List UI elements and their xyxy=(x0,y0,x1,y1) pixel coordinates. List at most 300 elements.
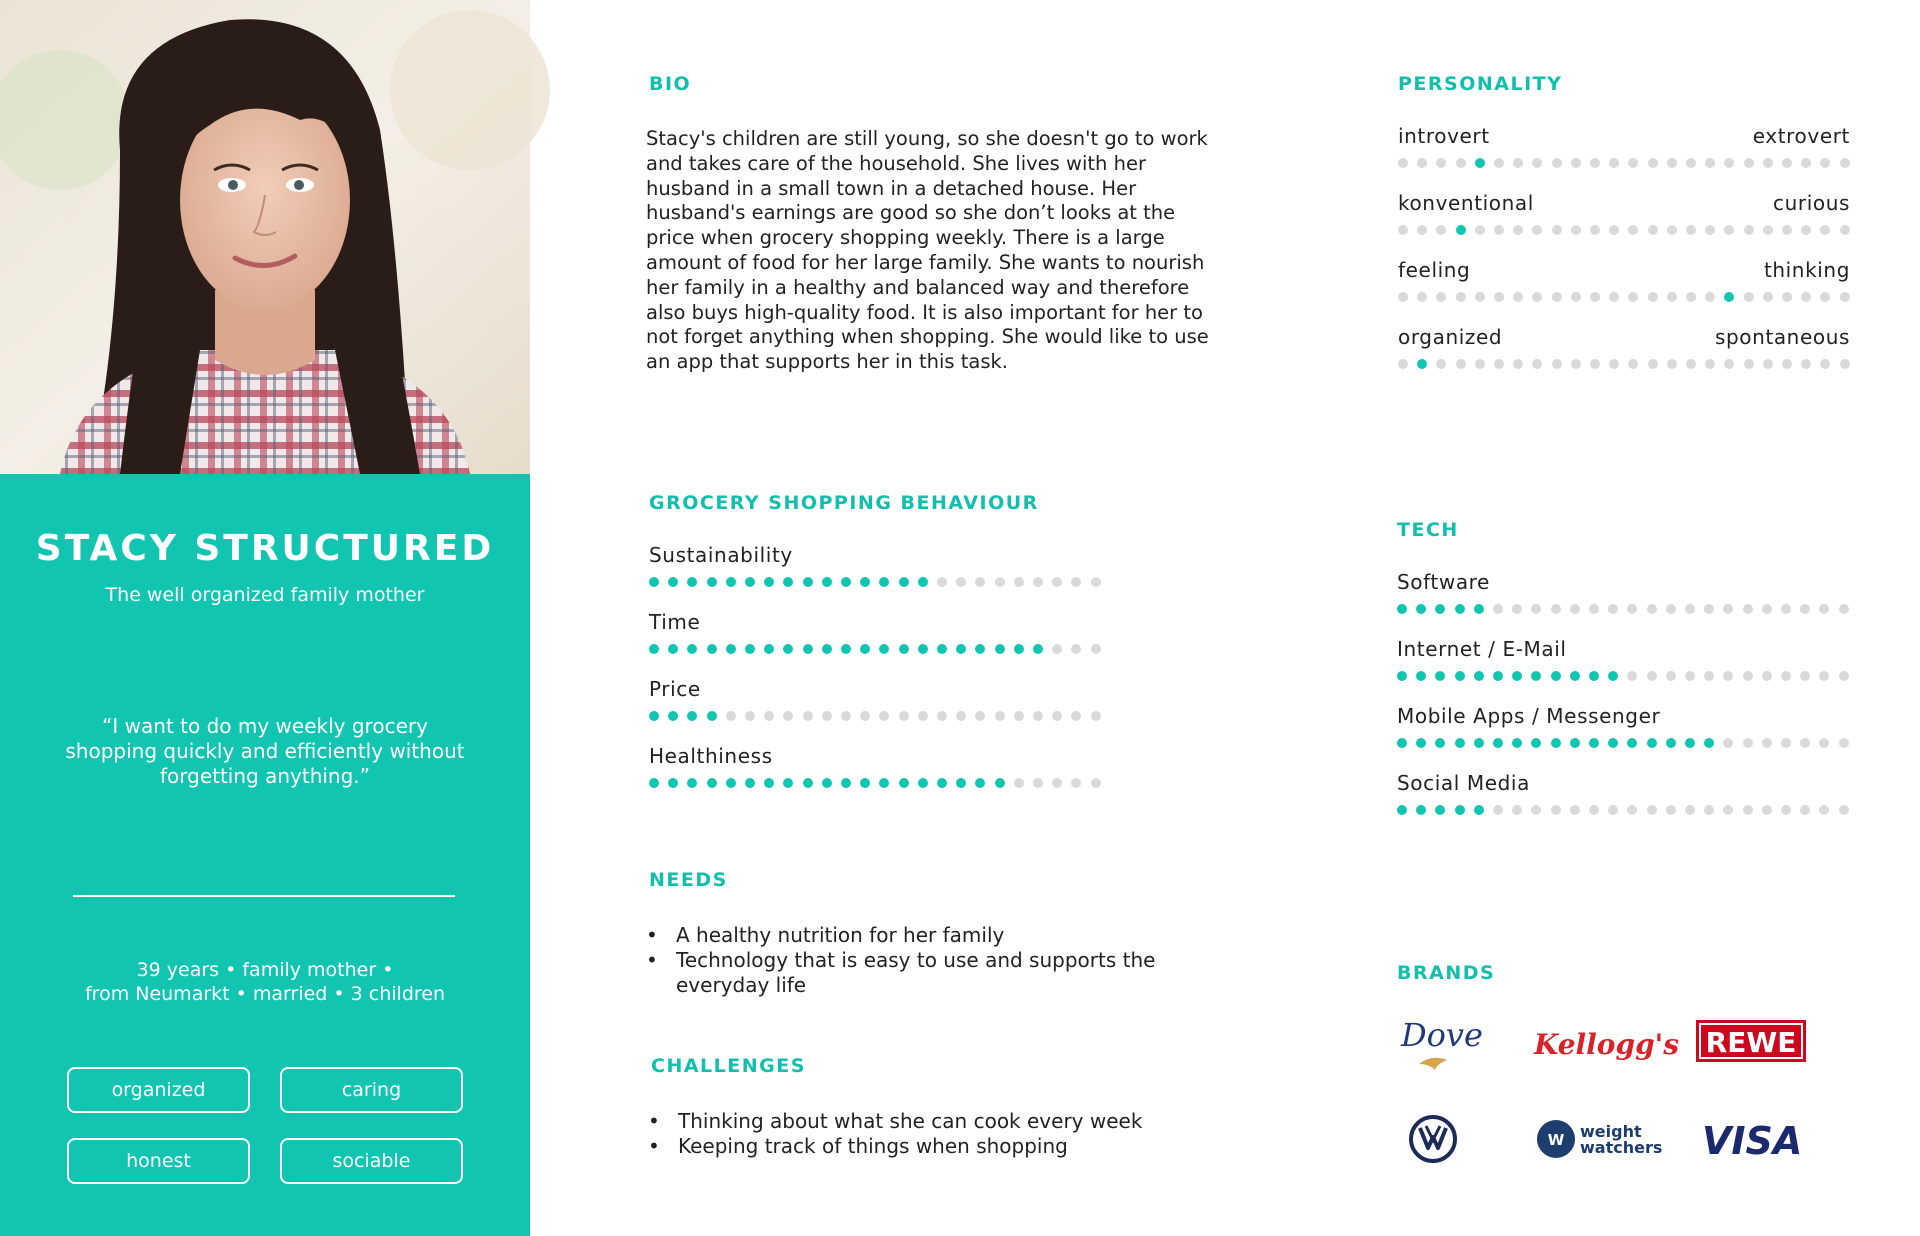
rating-dot-empty xyxy=(1456,158,1466,168)
rating-dot-filled xyxy=(860,644,870,654)
rating-dot-filled xyxy=(687,577,697,587)
rating-dot-empty xyxy=(1648,292,1658,302)
rating-dot-empty xyxy=(956,711,966,721)
rating-dot-empty xyxy=(1744,359,1754,369)
rating-dot-empty xyxy=(1552,359,1562,369)
dove-logo xyxy=(1397,1012,1487,1086)
rating-dot-empty xyxy=(1590,225,1600,235)
facts-line: 39 years • family mother • xyxy=(136,959,394,981)
rating-dot-filled xyxy=(783,644,793,654)
rating-dot-filled xyxy=(1608,738,1618,748)
rating-dot-empty xyxy=(1801,359,1811,369)
rating-dot-empty xyxy=(1570,604,1580,614)
rating-dot-filled xyxy=(726,577,736,587)
rating-dot-empty xyxy=(1475,359,1485,369)
rating-dot-empty xyxy=(1820,359,1830,369)
rating-dot-filled xyxy=(1531,738,1541,748)
rating-dot-empty xyxy=(1723,671,1733,681)
rating-dot-filled xyxy=(803,577,813,587)
persona-facts xyxy=(40,958,490,1006)
rating-dot-empty xyxy=(1781,604,1791,614)
visa-logo xyxy=(1698,1118,1808,1166)
rating-dot-filled xyxy=(937,778,947,788)
rating-dot-empty xyxy=(1532,225,1542,235)
rating-dot-empty xyxy=(1839,738,1849,748)
rating-dot-empty xyxy=(975,577,985,587)
rating-dot-empty xyxy=(1724,225,1734,235)
trait-tag: organized xyxy=(67,1067,250,1113)
rating-dot-empty xyxy=(1667,225,1677,235)
rating-dot-filled xyxy=(1435,738,1445,748)
rating-dot-filled xyxy=(1033,644,1043,654)
rating-dot-empty xyxy=(1704,671,1714,681)
rating-dot-filled xyxy=(975,778,985,788)
rating-dot-empty xyxy=(1551,604,1561,614)
rating-dot-filled xyxy=(707,711,717,721)
rating-dot-empty xyxy=(1552,158,1562,168)
rating-dot-empty xyxy=(1532,158,1542,168)
persona-quote: “I want to do my weekly grocery shopping quickly and efficiently without forgetting anything.” xyxy=(65,714,465,788)
rating-dot-empty xyxy=(1609,359,1619,369)
rating-dot-empty xyxy=(1052,778,1062,788)
rating-dot-empty xyxy=(1820,225,1830,235)
rating-dot-empty xyxy=(726,711,736,721)
rewe-logo xyxy=(1696,1020,1806,1066)
rating-dot-empty xyxy=(1091,644,1101,654)
trait-tag: sociable xyxy=(280,1138,463,1184)
rating-dot-filled xyxy=(1647,738,1657,748)
rating-dot-empty xyxy=(1723,604,1733,614)
rating-dot-empty xyxy=(1531,604,1541,614)
rating-dot-filled xyxy=(707,644,717,654)
rating-dot-filled xyxy=(803,644,813,654)
rating-dot-empty xyxy=(1723,805,1733,815)
rating-dot-empty xyxy=(1782,359,1792,369)
rating-dot-empty xyxy=(1762,738,1772,748)
rating-label: Software xyxy=(1397,570,1490,594)
rating-dot-empty xyxy=(918,711,928,721)
rating-dot-filled xyxy=(918,644,928,654)
rating-dot-filled xyxy=(1493,738,1503,748)
rating-dot-filled xyxy=(745,644,755,654)
rating-dot-filled xyxy=(726,644,736,654)
rating-dot-empty xyxy=(1627,805,1637,815)
rating-dot-empty xyxy=(1686,359,1696,369)
rating-dot-empty xyxy=(1819,671,1829,681)
brands-heading: BRANDS xyxy=(1397,962,1496,984)
scale-left-label: konventional xyxy=(1398,191,1534,215)
rating-dot-empty xyxy=(1512,604,1522,614)
rating-dot-empty xyxy=(1513,158,1523,168)
rating-label: Healthiness xyxy=(649,744,773,768)
rating-dot-filled xyxy=(1627,738,1637,748)
rating-dot-empty xyxy=(1052,711,1062,721)
rating-dot-empty xyxy=(745,711,755,721)
rating-dot-empty xyxy=(1666,604,1676,614)
rating-dot-empty xyxy=(1801,292,1811,302)
rating-dot-filled xyxy=(1435,671,1445,681)
rating-dot-filled xyxy=(668,644,678,654)
rating-dot-empty xyxy=(1052,644,1062,654)
rating-dot-empty xyxy=(1398,359,1408,369)
rating-dot-empty xyxy=(1417,158,1427,168)
rating-dot-empty xyxy=(1493,604,1503,614)
rating-dot-filled xyxy=(1474,738,1484,748)
rating-dot-empty xyxy=(1091,711,1101,721)
svg-text:Kellogg's: Kellogg's xyxy=(1534,1028,1679,1061)
rating-dot-empty xyxy=(1494,292,1504,302)
rating-dot-empty xyxy=(1724,359,1734,369)
rating-dot-empty xyxy=(1551,805,1561,815)
rating-dot-empty xyxy=(1666,671,1676,681)
rating-dot-empty xyxy=(1589,805,1599,815)
rating-dot-empty xyxy=(1705,158,1715,168)
rating-dot-empty xyxy=(1839,805,1849,815)
rating-dot-filled xyxy=(687,778,697,788)
rating-dot-empty xyxy=(1417,292,1427,302)
rating-dot-empty xyxy=(1648,359,1658,369)
scale-left-label: organized xyxy=(1398,325,1503,349)
rating-dot-filled xyxy=(649,644,659,654)
rating-dot-empty xyxy=(1763,292,1773,302)
rating-dot-empty xyxy=(1033,577,1043,587)
rating-dot-empty xyxy=(1647,805,1657,815)
bio-text: Stacy's children are still young, so she doesn't go to work and takes care of the household. She lives with her husband in a small town in a detached house. Her husband's earnings are good so she don’t looks at the price when grocery shopping weekly. There is a large amount of food for her large family. She wants to nourish her family in a healthy and balanced way and therefore also buys high-quality food. It is also important for her to not forget anything when shopping. She would like to use an app that supports her in this task. xyxy=(646,127,1209,374)
rating-dot-empty xyxy=(1552,225,1562,235)
rating-dot-empty xyxy=(1590,292,1600,302)
rating-dot-empty xyxy=(1705,292,1715,302)
rating-dot-empty xyxy=(1398,158,1408,168)
grocery-heading: GROCERY SHOPPING BEHAVIOUR xyxy=(649,492,1039,514)
trait-tag: caring xyxy=(280,1067,463,1113)
rating-dot-empty xyxy=(1782,292,1792,302)
rating-dot-filled xyxy=(1435,805,1445,815)
tech-heading: TECH xyxy=(1397,519,1459,541)
rating-dot-empty xyxy=(1512,805,1522,815)
rating-dot-filled xyxy=(1455,604,1465,614)
rating-dot-empty xyxy=(937,711,947,721)
rating-dot-empty xyxy=(1840,292,1850,302)
rating-label: Price xyxy=(649,677,701,701)
rating-dot-empty xyxy=(899,711,909,721)
rating-dot-filled xyxy=(1014,644,1024,654)
rating-dot-empty xyxy=(1839,604,1849,614)
rating-dot-empty xyxy=(975,711,985,721)
rating-dot-filled xyxy=(1608,671,1618,681)
rating-dot-filled xyxy=(1704,738,1714,748)
rating-dot-empty xyxy=(1014,577,1024,587)
rating-dot-empty xyxy=(1819,738,1829,748)
rating-dot-empty xyxy=(1608,604,1618,614)
rating-dot-empty xyxy=(1628,158,1638,168)
rating-dot-empty xyxy=(1724,158,1734,168)
rating-dot-filled xyxy=(879,577,889,587)
persona-sidebar xyxy=(0,0,530,1236)
personality-heading: PERSONALITY xyxy=(1398,73,1563,95)
rating-dot-empty xyxy=(822,711,832,721)
rating-dot-filled xyxy=(687,644,697,654)
rating-dot-filled xyxy=(937,644,947,654)
rating-dot-empty xyxy=(1685,604,1695,614)
rating-dot-filled xyxy=(899,577,909,587)
rating-dot-empty xyxy=(1532,359,1542,369)
rating-dot-empty xyxy=(1763,359,1773,369)
rating-dot-empty xyxy=(1800,805,1810,815)
rating-dot-filled xyxy=(822,577,832,587)
rating-dot-filled xyxy=(1570,671,1580,681)
rating-dot-filled xyxy=(918,577,928,587)
rating-dot-empty xyxy=(1648,225,1658,235)
rating-label: Sustainability xyxy=(649,543,793,567)
rating-dot-filled xyxy=(764,778,774,788)
rating-dot-empty xyxy=(1704,805,1714,815)
rating-dot-empty xyxy=(1494,158,1504,168)
rating-dot-empty xyxy=(1839,671,1849,681)
rating-dot-filled xyxy=(1493,671,1503,681)
rating-dot-empty xyxy=(1475,292,1485,302)
rating-dot-empty xyxy=(1571,158,1581,168)
rating-label: Social Media xyxy=(1397,771,1530,795)
rating-dot-empty xyxy=(1071,711,1081,721)
rating-dot-filled xyxy=(1512,671,1522,681)
rating-dot-empty xyxy=(1800,738,1810,748)
rating-dot-filled xyxy=(1435,604,1445,614)
rating-dot-empty xyxy=(1091,778,1101,788)
needs-list xyxy=(646,923,1206,998)
rating-dot-empty xyxy=(995,711,1005,721)
rating-dot-filled xyxy=(649,711,659,721)
scale-right-label: thinking xyxy=(1763,258,1850,282)
rating-dot-empty xyxy=(1494,359,1504,369)
rating-dot-filled xyxy=(1474,671,1484,681)
rating-dot-empty xyxy=(1801,225,1811,235)
rating-dot-empty xyxy=(1436,359,1446,369)
rating-dot-empty xyxy=(1513,225,1523,235)
rating-dot-empty xyxy=(1723,738,1733,748)
rating-dot-empty xyxy=(1782,158,1792,168)
rating-dot-empty xyxy=(1762,805,1772,815)
rating-dot-empty xyxy=(1456,359,1466,369)
rating-dot-filled xyxy=(1417,359,1427,369)
weight-watchers-logo xyxy=(1536,1116,1663,1166)
rating-dot-empty xyxy=(1744,225,1754,235)
rating-dot-empty xyxy=(1704,604,1714,614)
rating-dot-filled xyxy=(1475,158,1485,168)
rating-dot-empty xyxy=(1398,225,1408,235)
svg-text:watchers: watchers xyxy=(1580,1138,1663,1157)
scale-left-label: feeling xyxy=(1398,258,1471,282)
rating-dot-filled xyxy=(1474,805,1484,815)
rating-dot-empty xyxy=(1819,604,1829,614)
svg-text:REWE: REWE xyxy=(1705,1026,1797,1059)
scale-left-label: introvert xyxy=(1398,124,1490,148)
rating-dot-filled xyxy=(803,778,813,788)
list-item: • Thinking about what she can cook every week xyxy=(648,1109,1248,1134)
rating-dot-empty xyxy=(1685,805,1695,815)
rating-label: Internet / E-Mail xyxy=(1397,637,1567,661)
persona-summary-panel xyxy=(0,474,530,1236)
rating-dot-empty xyxy=(1686,158,1696,168)
rating-dot-empty xyxy=(1071,778,1081,788)
rating-dot-filled xyxy=(783,778,793,788)
scale-right-label: curious xyxy=(1773,191,1850,215)
list-item: • Keeping track of things when shopping xyxy=(648,1134,1248,1159)
rating-dot-filled xyxy=(707,577,717,587)
rating-dot-filled xyxy=(879,644,889,654)
rating-dot-filled xyxy=(1397,604,1407,614)
rating-dot-filled xyxy=(1416,738,1426,748)
trait-tag: honest xyxy=(67,1138,250,1184)
rating-dot-filled xyxy=(764,644,774,654)
rating-dot-filled xyxy=(995,778,1005,788)
rating-dot-empty xyxy=(1781,738,1791,748)
rating-dot-empty xyxy=(1840,225,1850,235)
rating-dot-empty xyxy=(1033,778,1043,788)
rating-dot-empty xyxy=(1686,225,1696,235)
rating-dot-empty xyxy=(1762,671,1772,681)
rating-label: Mobile Apps / Messenger xyxy=(1397,704,1661,728)
rating-dot-empty xyxy=(1590,158,1600,168)
rating-dot-filled xyxy=(1397,805,1407,815)
rating-dot-filled xyxy=(1570,738,1580,748)
rating-dot-filled xyxy=(822,778,832,788)
persona-name: STACY STRUCTURED xyxy=(35,528,495,569)
persona-photo xyxy=(0,0,530,474)
rating-dot-empty xyxy=(1781,805,1791,815)
rating-dot-empty xyxy=(995,577,1005,587)
rating-dot-filled xyxy=(649,577,659,587)
rating-dot-filled xyxy=(899,778,909,788)
rating-dot-empty xyxy=(1647,604,1657,614)
svg-text:VISA: VISA xyxy=(1702,1119,1803,1163)
list-item: • A healthy nutrition for her family xyxy=(646,923,1206,948)
rating-dot-empty xyxy=(1436,225,1446,235)
rating-dot-empty xyxy=(1647,671,1657,681)
rating-dot-empty xyxy=(1456,292,1466,302)
rating-dot-filled xyxy=(745,778,755,788)
rating-dot-empty xyxy=(1071,644,1081,654)
rating-dot-empty xyxy=(1570,805,1580,815)
rating-dot-filled xyxy=(1512,738,1522,748)
challenges-heading: CHALLENGES xyxy=(651,1055,806,1077)
rating-dot-filled xyxy=(841,577,851,587)
rating-dot-empty xyxy=(1628,225,1638,235)
rating-label: Time xyxy=(649,610,701,634)
rating-dot-empty xyxy=(1800,671,1810,681)
rating-dot-empty xyxy=(783,711,793,721)
rating-dot-filled xyxy=(1685,738,1695,748)
rating-dot-empty xyxy=(1667,292,1677,302)
rating-dot-empty xyxy=(1800,604,1810,614)
rating-dot-empty xyxy=(1091,577,1101,587)
rating-dot-empty xyxy=(1014,778,1024,788)
challenges-list xyxy=(648,1109,1248,1159)
rating-dot-empty xyxy=(1648,158,1658,168)
rating-dot-empty xyxy=(1819,805,1829,815)
rating-dot-filled xyxy=(822,644,832,654)
rating-dot-filled xyxy=(1589,738,1599,748)
rating-dot-empty xyxy=(937,577,947,587)
rating-dot-empty xyxy=(1033,711,1043,721)
rating-dot-empty xyxy=(1628,359,1638,369)
bio-heading: BIO xyxy=(649,73,692,95)
rating-dot-empty xyxy=(956,577,966,587)
divider xyxy=(73,895,455,897)
rating-dot-filled xyxy=(1397,738,1407,748)
rating-dot-filled xyxy=(1589,671,1599,681)
rating-dot-empty xyxy=(1744,158,1754,168)
rating-dot-filled xyxy=(1455,671,1465,681)
rating-dot-empty xyxy=(1820,158,1830,168)
rating-dot-filled xyxy=(1455,805,1465,815)
rating-dot-filled xyxy=(668,778,678,788)
rating-dot-empty xyxy=(1590,359,1600,369)
rating-dot-empty xyxy=(1743,604,1753,614)
rating-dot-empty xyxy=(1840,359,1850,369)
needs-heading: NEEDS xyxy=(649,869,728,891)
rating-dot-filled xyxy=(995,644,1005,654)
rating-dot-filled xyxy=(668,711,678,721)
rating-dot-empty xyxy=(1571,292,1581,302)
rating-dot-filled xyxy=(1456,225,1466,235)
rating-dot-filled xyxy=(1474,604,1484,614)
rating-dot-empty xyxy=(1494,225,1504,235)
rating-dot-empty xyxy=(1436,292,1446,302)
rating-dot-filled xyxy=(860,577,870,587)
rating-dot-filled xyxy=(687,711,697,721)
rating-dot-empty xyxy=(1493,805,1503,815)
rating-dot-empty xyxy=(879,711,889,721)
rating-dot-empty xyxy=(1552,292,1562,302)
rating-dot-filled xyxy=(649,778,659,788)
rating-dot-empty xyxy=(1781,671,1791,681)
rating-dot-filled xyxy=(956,778,966,788)
rating-dot-filled xyxy=(956,644,966,654)
rating-dot-filled xyxy=(764,577,774,587)
persona-subtitle: The well organized family mother xyxy=(105,584,425,606)
rating-dot-empty xyxy=(1608,805,1618,815)
rating-dot-filled xyxy=(1551,671,1561,681)
rating-dot-empty xyxy=(1628,292,1638,302)
rating-dot-empty xyxy=(1820,292,1830,302)
rating-dot-filled xyxy=(668,577,678,587)
rating-dot-empty xyxy=(1071,577,1081,587)
rating-dot-empty xyxy=(1667,158,1677,168)
rating-dot-empty xyxy=(1609,158,1619,168)
rating-dot-empty xyxy=(1052,577,1062,587)
svg-text:Dove: Dove xyxy=(1401,1016,1483,1054)
rating-dot-filled xyxy=(1416,604,1426,614)
rating-dot-filled xyxy=(1397,671,1407,681)
rating-dot-empty xyxy=(1705,359,1715,369)
rating-dot-empty xyxy=(1744,292,1754,302)
facts-line: from Neumarkt • married • 3 children xyxy=(84,983,446,1005)
rating-dot-empty xyxy=(1763,158,1773,168)
rating-dot-filled xyxy=(745,577,755,587)
rating-dot-empty xyxy=(764,711,774,721)
rating-dot-empty xyxy=(1609,292,1619,302)
svg-text:weight: weight xyxy=(1580,1122,1642,1141)
rating-dot-empty xyxy=(1436,158,1446,168)
rating-dot-empty xyxy=(1417,225,1427,235)
rating-dot-empty xyxy=(1475,225,1485,235)
svg-text:W: W xyxy=(1547,1131,1565,1149)
rating-dot-empty xyxy=(1743,738,1753,748)
list-item: • Technology that is easy to use and supports the everyday life xyxy=(646,948,1206,998)
rating-dot-empty xyxy=(1513,359,1523,369)
rating-dot-filled xyxy=(841,778,851,788)
scale-right-label: spontaneous xyxy=(1714,325,1850,349)
